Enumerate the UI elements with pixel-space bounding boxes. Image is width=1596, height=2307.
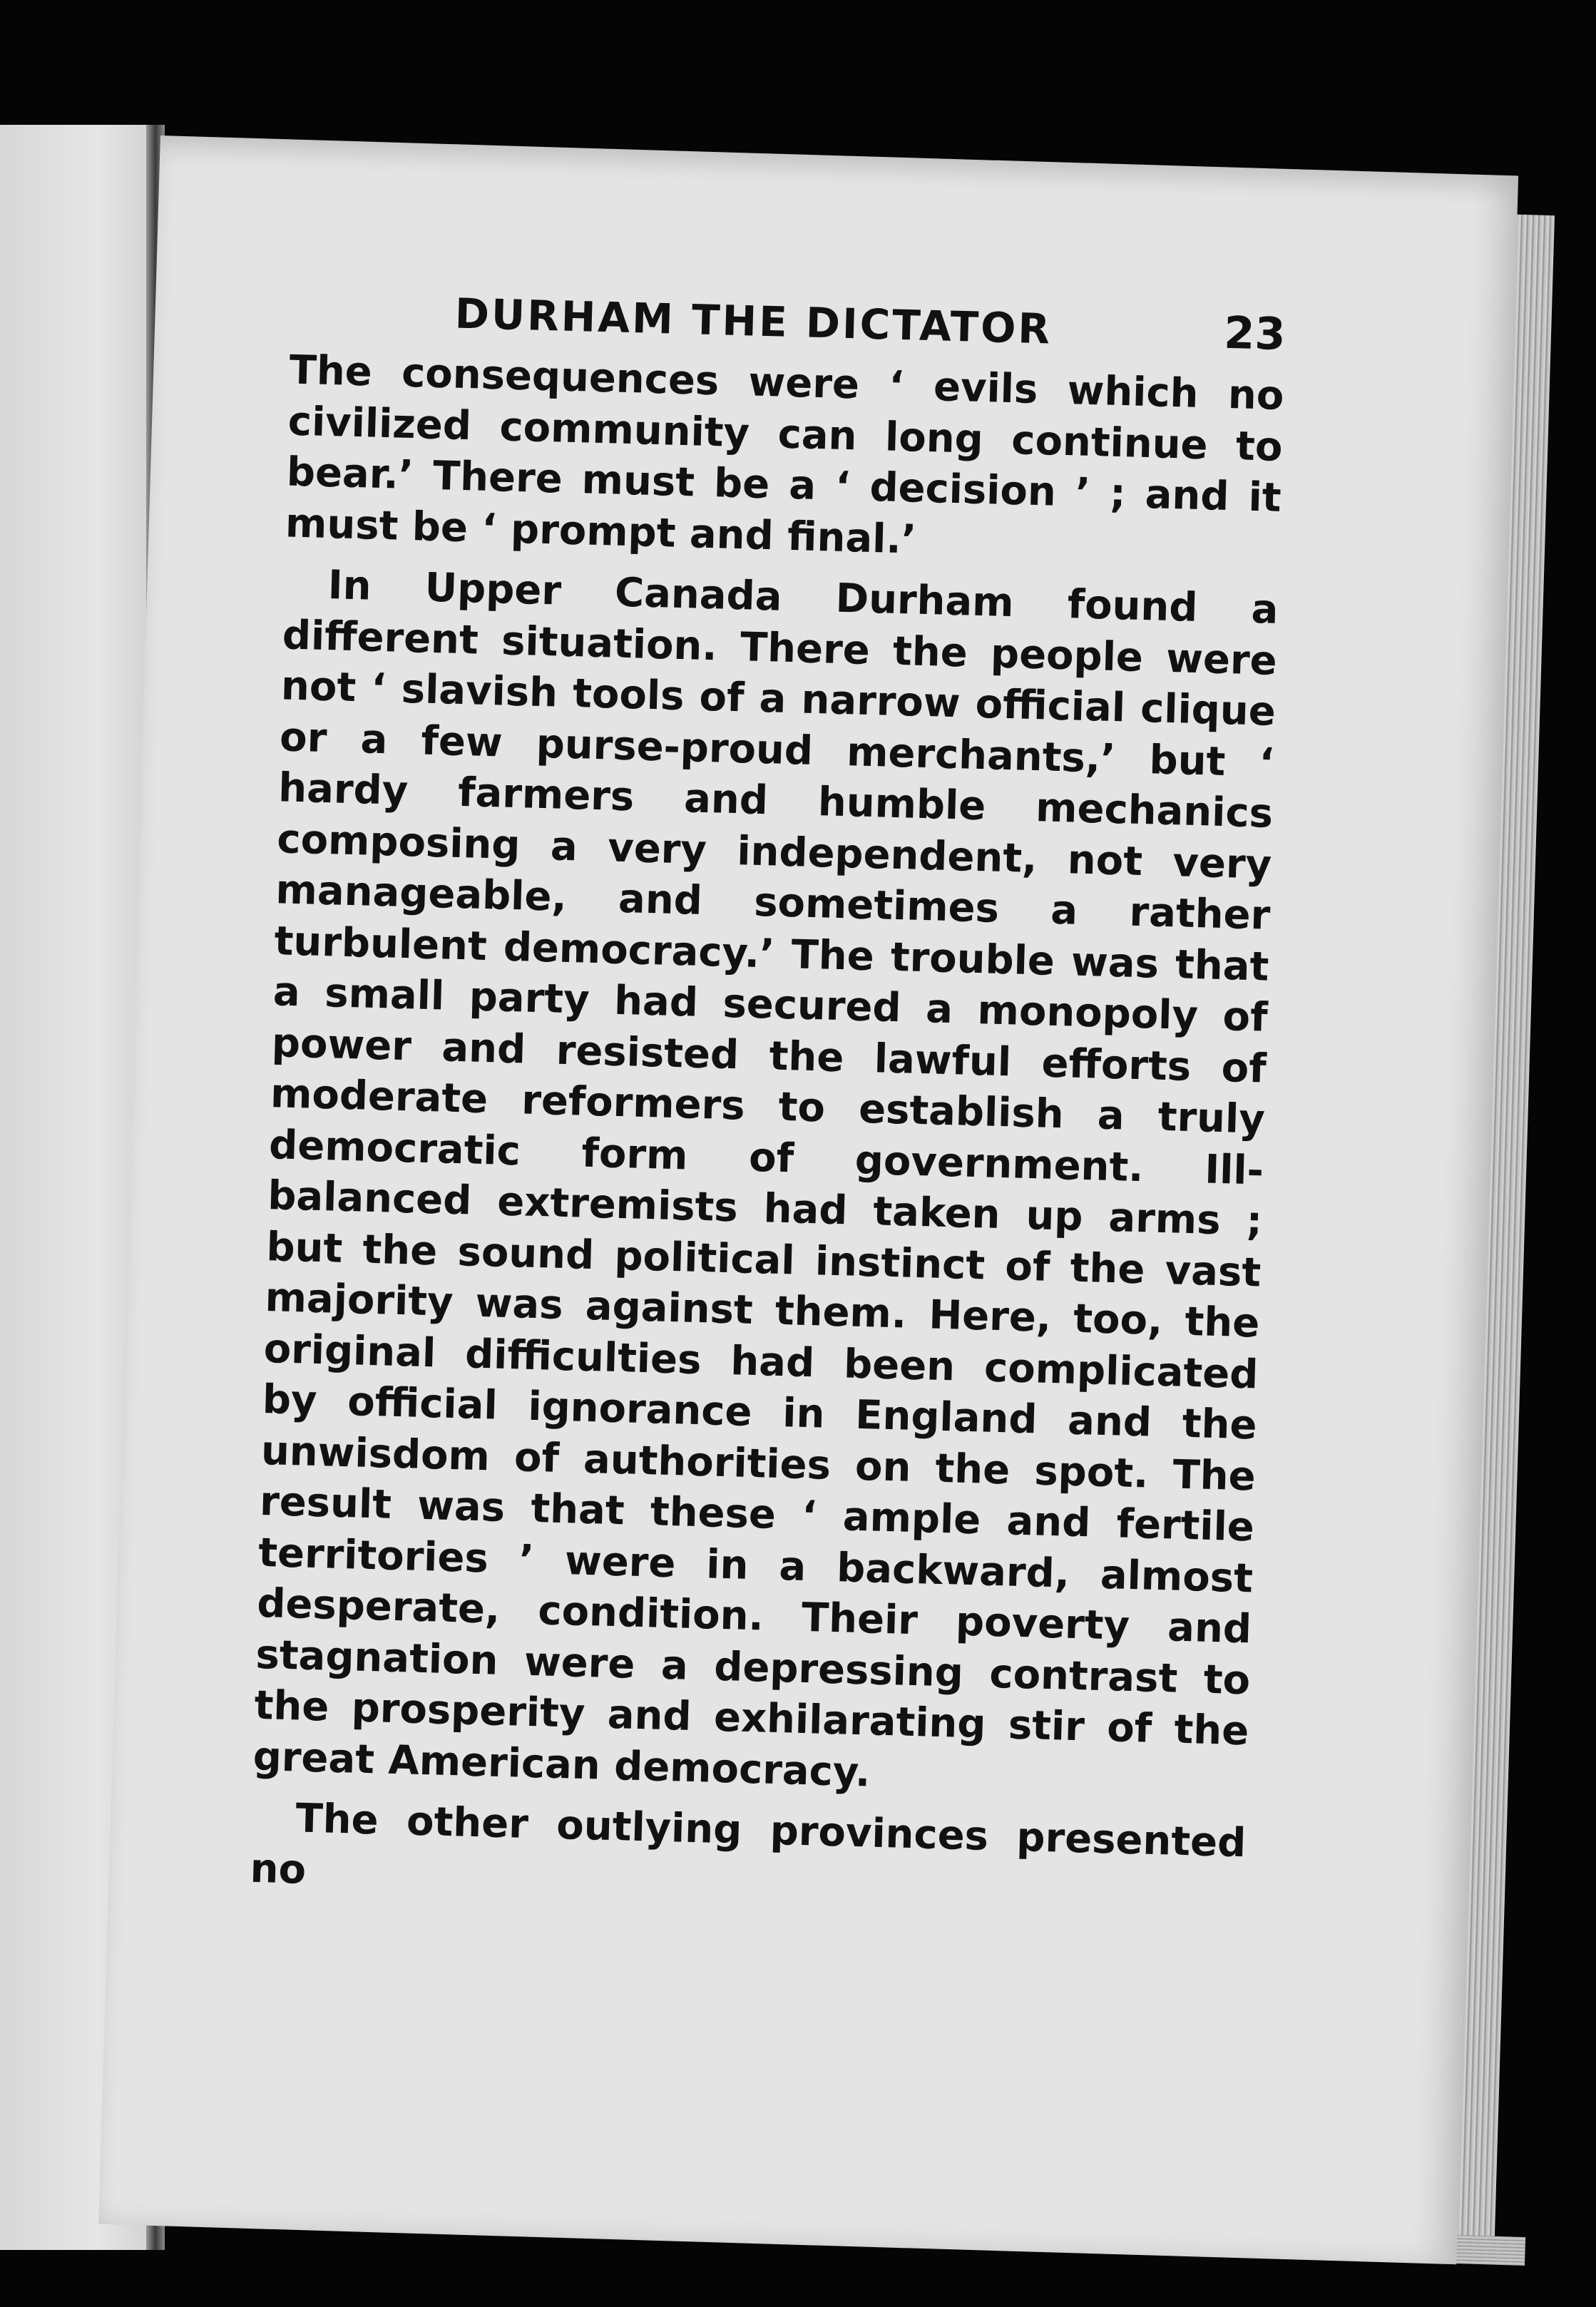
running-title: DURHAM THE DICTATOR (454, 289, 1053, 354)
paragraph-1: The consequences were ‘ evils which no civilized community can long continue to bear.’ There must be a ‘ decision ’ ; and it must be ‘ prompt and final.’ (285, 347, 1285, 563)
page-number: 23 (1223, 306, 1286, 361)
paragraph-3: The other outlying provinces presented no (249, 1795, 1247, 1893)
book-page (98, 135, 1518, 2264)
page-text-block (250, 282, 1286, 1920)
paragraph-2: In Upper Canada Durham found a different situation. There the people were not ‘ slavish tools of a narrow official clique or a few purse-proud merchants,’ but ‘ hardy farmers and humble mechanics composing a very independent, not very manageable, and sometimes a rather turbulent democracy.’ The trouble was that a small party had secured a monopoly of power and resisted the lawful efforts of moderate reformers to establish a truly democratic form of government. Ill-balanced extremists had taken up arms ; but the sound political instinct of the vast majority was against them. Here, too, the original difficulties had been complicated by official ignorance in England and the unwisdom of authorities on the spot. The result was that these ‘ ample and fertile territories ’ were in a backward, almost desperate, condition. Their poverty and stagnation were a depressing contrast to the prosperity and exhilarating stir of the great American democracy. (252, 562, 1279, 1796)
